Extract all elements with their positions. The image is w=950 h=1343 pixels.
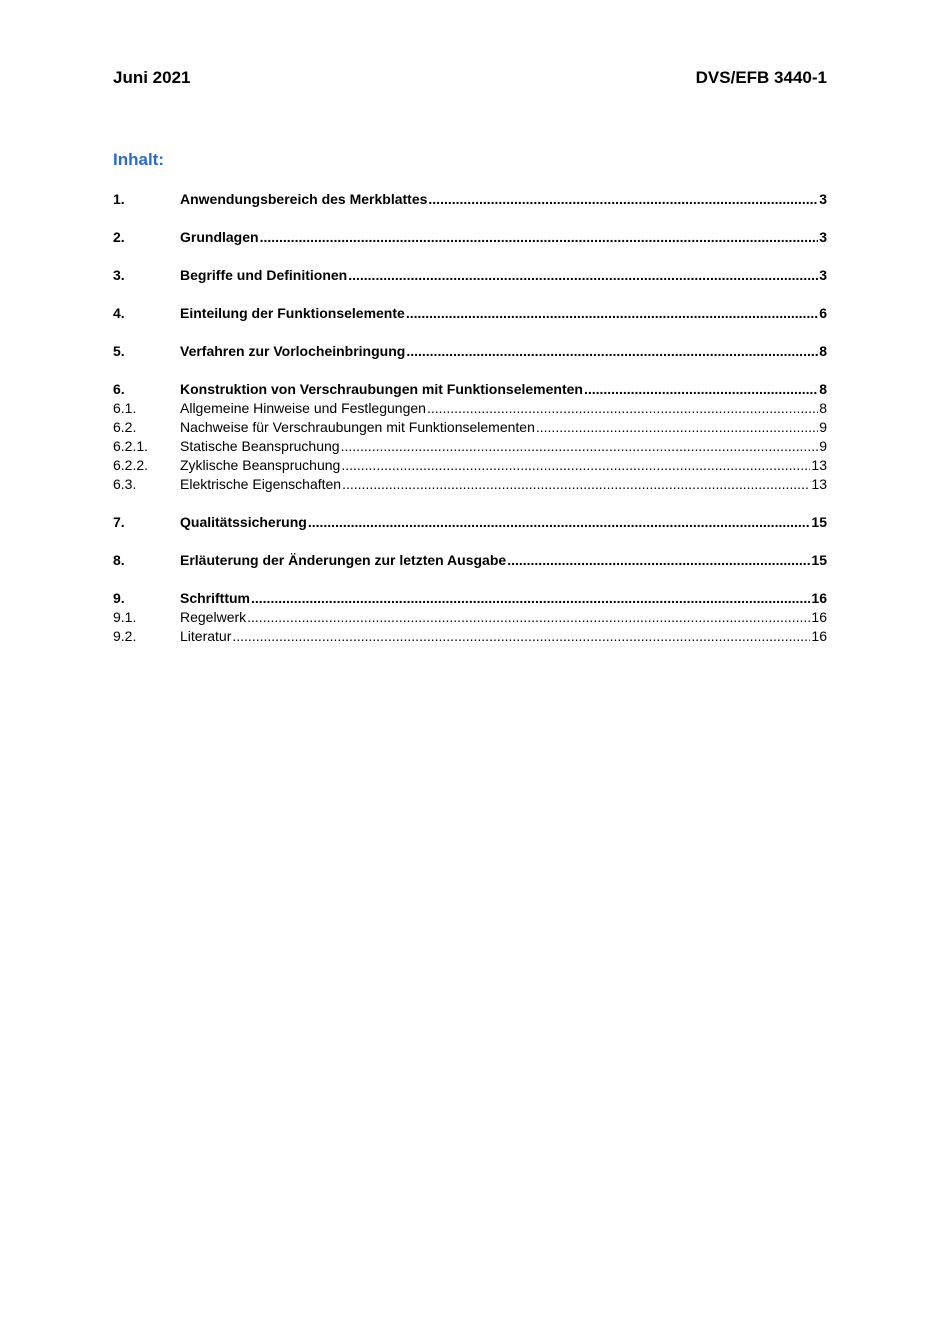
- toc-page: 3: [819, 229, 827, 245]
- toc-number: 2.: [113, 229, 125, 245]
- toc-number: 6.2.1.: [113, 438, 149, 454]
- toc-leader: [251, 589, 810, 608]
- toc-page: 9: [819, 419, 827, 435]
- toc-leader: [584, 380, 818, 399]
- toc-entry-5[interactable]: [113, 342, 827, 361]
- toc-entry-6-2-1[interactable]: [113, 437, 827, 456]
- toc-number: 9.: [113, 590, 125, 606]
- toc-leader: [342, 475, 810, 494]
- toc-page: 8: [819, 400, 827, 416]
- toc-leader: [308, 513, 811, 532]
- toc-number: 6.1.: [113, 400, 137, 416]
- toc-entry-6-2-2[interactable]: [113, 456, 827, 475]
- toc-leader: [536, 418, 818, 437]
- toc-text: Einteilung der Funktionselemente: [180, 305, 405, 321]
- toc-number: 6.2.: [113, 419, 137, 435]
- table-of-contents: [113, 190, 827, 646]
- toc-entry-6-1[interactable]: [113, 399, 827, 418]
- toc-number: 9.2.: [113, 628, 137, 644]
- toc-leader: [406, 304, 818, 323]
- toc-page: 9: [819, 438, 827, 454]
- toc-text: Allgemeine Hinweise und Festlegungen: [180, 400, 426, 416]
- toc-text: Begriffe und Definitionen: [180, 267, 348, 283]
- toc-page: 3: [819, 191, 827, 207]
- toc-text: Zyklische Beanspruchung: [180, 457, 341, 473]
- toc-page: 16: [811, 590, 827, 606]
- toc-page: 16: [811, 628, 827, 644]
- toc-entry-7[interactable]: [113, 513, 827, 532]
- toc-page: 3: [819, 267, 827, 283]
- toc-number: 3.: [113, 267, 125, 283]
- toc-leader: [232, 627, 810, 646]
- toc-number: 6.: [113, 381, 125, 397]
- toc-entry-2[interactable]: [113, 228, 827, 247]
- header-date: Juni 2021: [113, 68, 191, 87]
- toc-number: 1.: [113, 191, 125, 207]
- toc-text: Schrifttum: [180, 590, 250, 606]
- toc-leader: [341, 456, 810, 475]
- toc-leader: [428, 190, 818, 209]
- toc-entry-6[interactable]: [113, 380, 827, 399]
- toc-text: Grundlagen: [180, 229, 259, 245]
- toc-leader: [341, 437, 819, 456]
- toc-page: 6: [819, 305, 827, 321]
- toc-leader: [247, 608, 810, 627]
- toc-entry-6-3[interactable]: [113, 475, 827, 494]
- toc-text: Nachweise für Verschraubungen mit Funktionselementen: [180, 419, 535, 435]
- toc-page: 8: [819, 343, 827, 359]
- toc-text: Anwendungsbereich des Merkblattes: [180, 191, 428, 207]
- toc-leader: [348, 266, 818, 285]
- toc-number: 7.: [113, 514, 125, 530]
- toc-page: 16: [811, 609, 827, 625]
- toc-page: 8: [819, 381, 827, 397]
- toc-text: Erläuterung der Änderungen zur letzten Ausgabe: [180, 552, 507, 568]
- toc-leader: [427, 399, 818, 418]
- page-header: [113, 68, 827, 88]
- toc-title: Inhalt:: [113, 150, 164, 169]
- toc-leader: [406, 342, 818, 361]
- toc-number: 9.1.: [113, 609, 137, 625]
- toc-entry-9[interactable]: [113, 589, 827, 608]
- toc-text: Literatur: [180, 628, 232, 644]
- toc-page: 13: [811, 457, 827, 473]
- toc-leader: [260, 228, 819, 247]
- toc-text: Verfahren zur Vorlocheinbringung: [180, 343, 406, 359]
- toc-entry-4[interactable]: [113, 304, 827, 323]
- header-doc-id: DVS/EFB 3440-1: [695, 68, 827, 87]
- toc-entry-3[interactable]: [113, 266, 827, 285]
- toc-text: Elektrische Eigenschaften: [180, 476, 342, 492]
- toc-number: 6.2.2.: [113, 457, 149, 473]
- toc-entry-1[interactable]: [113, 190, 827, 209]
- toc-number: 4.: [113, 305, 125, 321]
- toc-page: 15: [811, 552, 827, 568]
- toc-text: Qualitätssicherung: [180, 514, 307, 530]
- toc-entry-8[interactable]: [113, 551, 827, 570]
- toc-number: 5.: [113, 343, 125, 359]
- toc-page: 13: [811, 476, 827, 492]
- toc-number: 6.3.: [113, 476, 137, 492]
- toc-text: Regelwerk: [180, 609, 247, 625]
- toc-text: Statische Beanspruchung: [180, 438, 340, 454]
- toc-entry-9-2[interactable]: [113, 627, 827, 646]
- toc-leader: [507, 551, 810, 570]
- toc-entry-9-1[interactable]: [113, 608, 827, 627]
- toc-entry-6-2[interactable]: [113, 418, 827, 437]
- toc-text: Konstruktion von Verschraubungen mit Funktionselementen: [180, 381, 583, 397]
- toc-number: 8.: [113, 552, 125, 568]
- toc-page: 15: [811, 514, 827, 530]
